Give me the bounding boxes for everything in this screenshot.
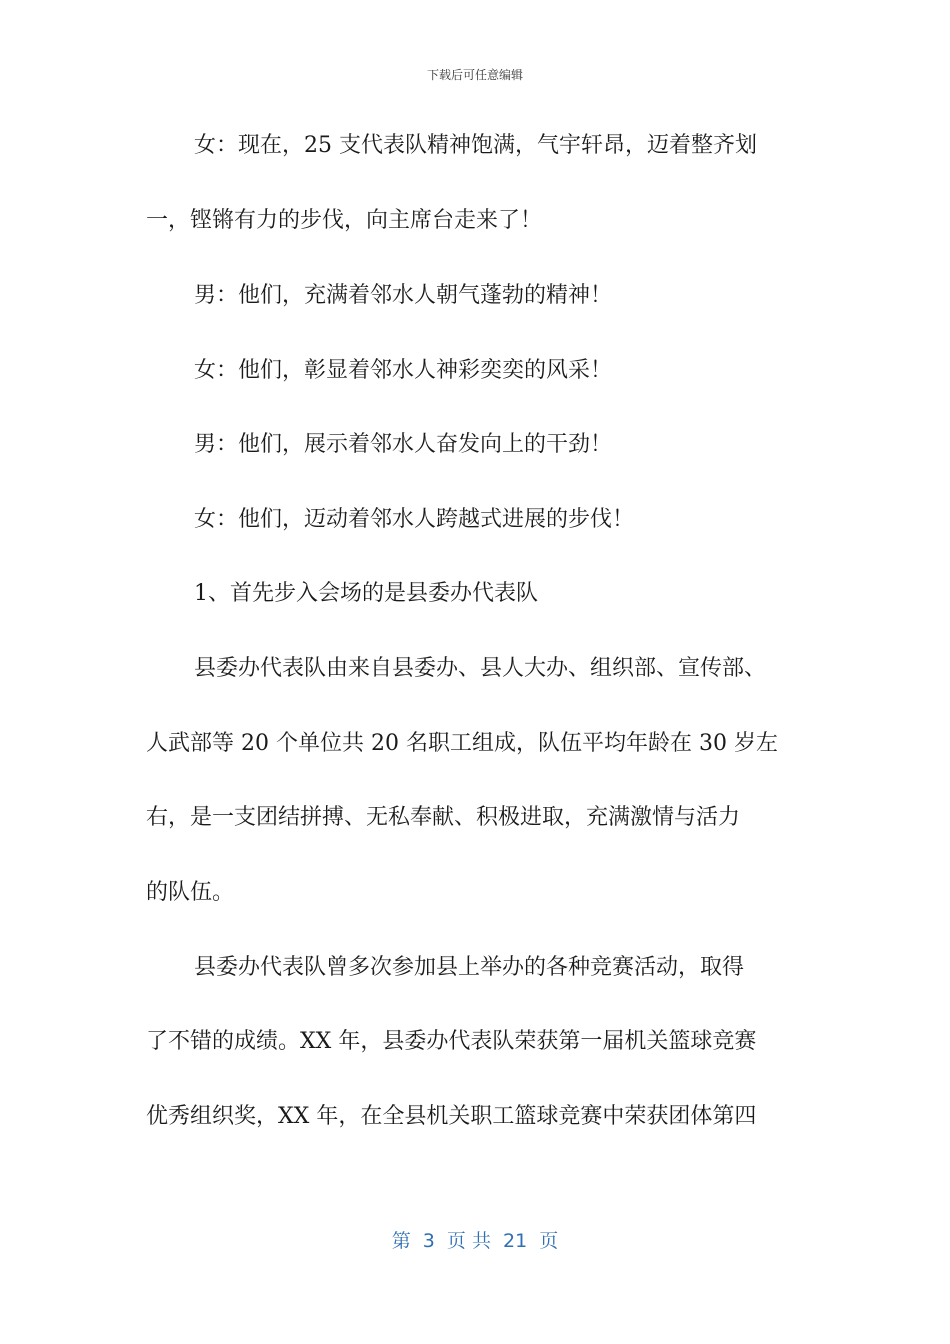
paragraph-line: 县委办代表队曾多次参加县上举办的各种竞赛活动，取得 [194, 955, 745, 980]
paragraph-line: 男：他们，充满着邻水人朝气蓬勃的精神！ [194, 283, 613, 308]
paragraph-line: 县委办代表队由来自县委办、县人大办、组织部、宣传部、 [194, 656, 767, 681]
paragraph-line: 人武部等 20 个单位共 20 名职工组成，队伍平均年龄在 30 岁左 [146, 731, 778, 756]
paragraph-line: 右，是一支团结拼搏、无私奉献、积极进取，充满激情与活力 [146, 805, 741, 830]
paragraph-line: 优秀组织奖，XX 年，在全县机关职工篮球竞赛中荣获团体第四 [146, 1104, 757, 1129]
section-heading: 1、首先步入会场的是县委办代表队 [194, 581, 538, 606]
paragraph-line: 女：他们，彰显着邻水人神彩奕奕的风采！ [194, 358, 613, 383]
page-header-note: 下载后可任意编辑 [426, 68, 523, 82]
paragraph-line: 女：他们，迈动着邻水人跨越式进展的步伐！ [194, 507, 635, 532]
paragraph-line: 了不错的成绩。XX 年，县委办代表队荣获第一届机关篮球竞赛 [146, 1029, 757, 1054]
page-number-footer: 第 3 页 共 21 页 [391, 1230, 559, 1252]
paragraph-line: 男：他们，展示着邻水人奋发向上的干劲！ [194, 432, 613, 457]
paragraph-line: 一，铿锵有力的步伐，向主席台走来了！ [146, 208, 543, 233]
paragraph-line: 的队伍。 [146, 880, 235, 905]
paragraph-line: 女：现在，25 支代表队精神饱满，气宇轩昂，迈着整齐划 [194, 133, 757, 158]
